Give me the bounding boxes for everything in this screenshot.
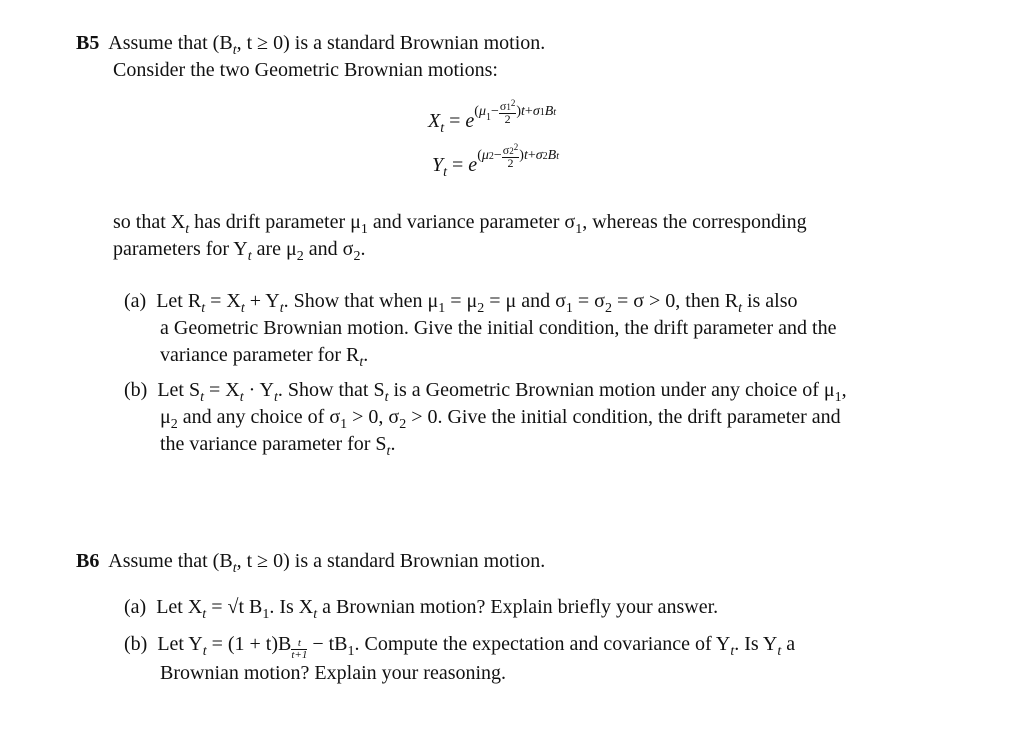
b6-part-b-label: (b) — [124, 633, 148, 655]
b5-line-2: Consider the two Geometric Brownian motions: — [113, 59, 498, 81]
b6-part-b-line-2: Brownian motion? Explain your reasoning. — [160, 662, 507, 684]
b6-part-a-label: (a) — [124, 596, 147, 618]
b6-line-1: B6 Assume that ($B_t$, t ≥ 0) is a standard Brownian motion. — [76, 550, 546, 576]
b5-label: B5 — [76, 32, 100, 54]
b5-part-b-line-3: the variance parameter for $S_t$. — [160, 433, 396, 459]
b5-part-b-label: (b) — [124, 379, 148, 401]
b5-part-a-line-2: a Geometric Brownian motion. Give the initial condition, the drift parameter and the — [160, 317, 837, 339]
b5-part-a-line-3: variance parameter for $R_t$. — [160, 344, 369, 370]
b6-part-a: (a) Let $X_t = √t$ $B_1$. Is $X_t$ a Brownian motion? Explain briefly your answer. — [124, 596, 719, 622]
b5-para-line-1: so that $X_t$ has drift parameter $\mu_1$ and variance parameter $\sigma_1$, whereas the corresponding — [113, 211, 807, 237]
b5-part-a-label: (a) — [124, 290, 147, 312]
b5-equation-y: $Y_t = e^{(\mu 2- \frac{\sigma 2^2}{2} )t+\sigma 2Bt}$ — [432, 142, 559, 180]
b5-equation-x: $X_t = e^{(\mu_1- \frac{\sigma 1^2}{2} )t+\sigma 1Bt}$ — [428, 98, 557, 136]
b6-label: B6 — [76, 550, 100, 572]
b5-part-b-line-1: (b) Let $S_t = X_t \cdot Y_t$. Show that $S_t$ is a Geometric Brownian motion under any choice of $\mu_1$, — [124, 379, 847, 405]
b5-part-b-line-2: $\mu_2$ and any choice of $\sigma_1 > 0$, $\sigma_2 > 0$. Give the initial condition, the drift parameter and — [160, 406, 841, 432]
b6-part-b-line-1: (b) Let $Y_t = (1 + t)B$ $\frac{t}{t+1}$ − $tB_1$. Compute the expectation and covariance of $Y_t$. Is $Y_t$ a — [124, 633, 796, 661]
b5-part-a-line-1: (a) Let $R_t = X_t + Y_t$. Show that when $\mu_1 = \mu_2 = \mu$ and $\sigma_1 = \sigma_2 = \sigma > 0$, then $R_t$ is also — [124, 290, 798, 316]
b5-para-line-2: parameters for $Y_t$ are $\mu_2$ and $\sigma_2$. — [113, 238, 366, 264]
b5-line-1: B5 Assume that ($B_t$, t ≥ 0) is a standard Brownian motion. — [76, 32, 546, 58]
